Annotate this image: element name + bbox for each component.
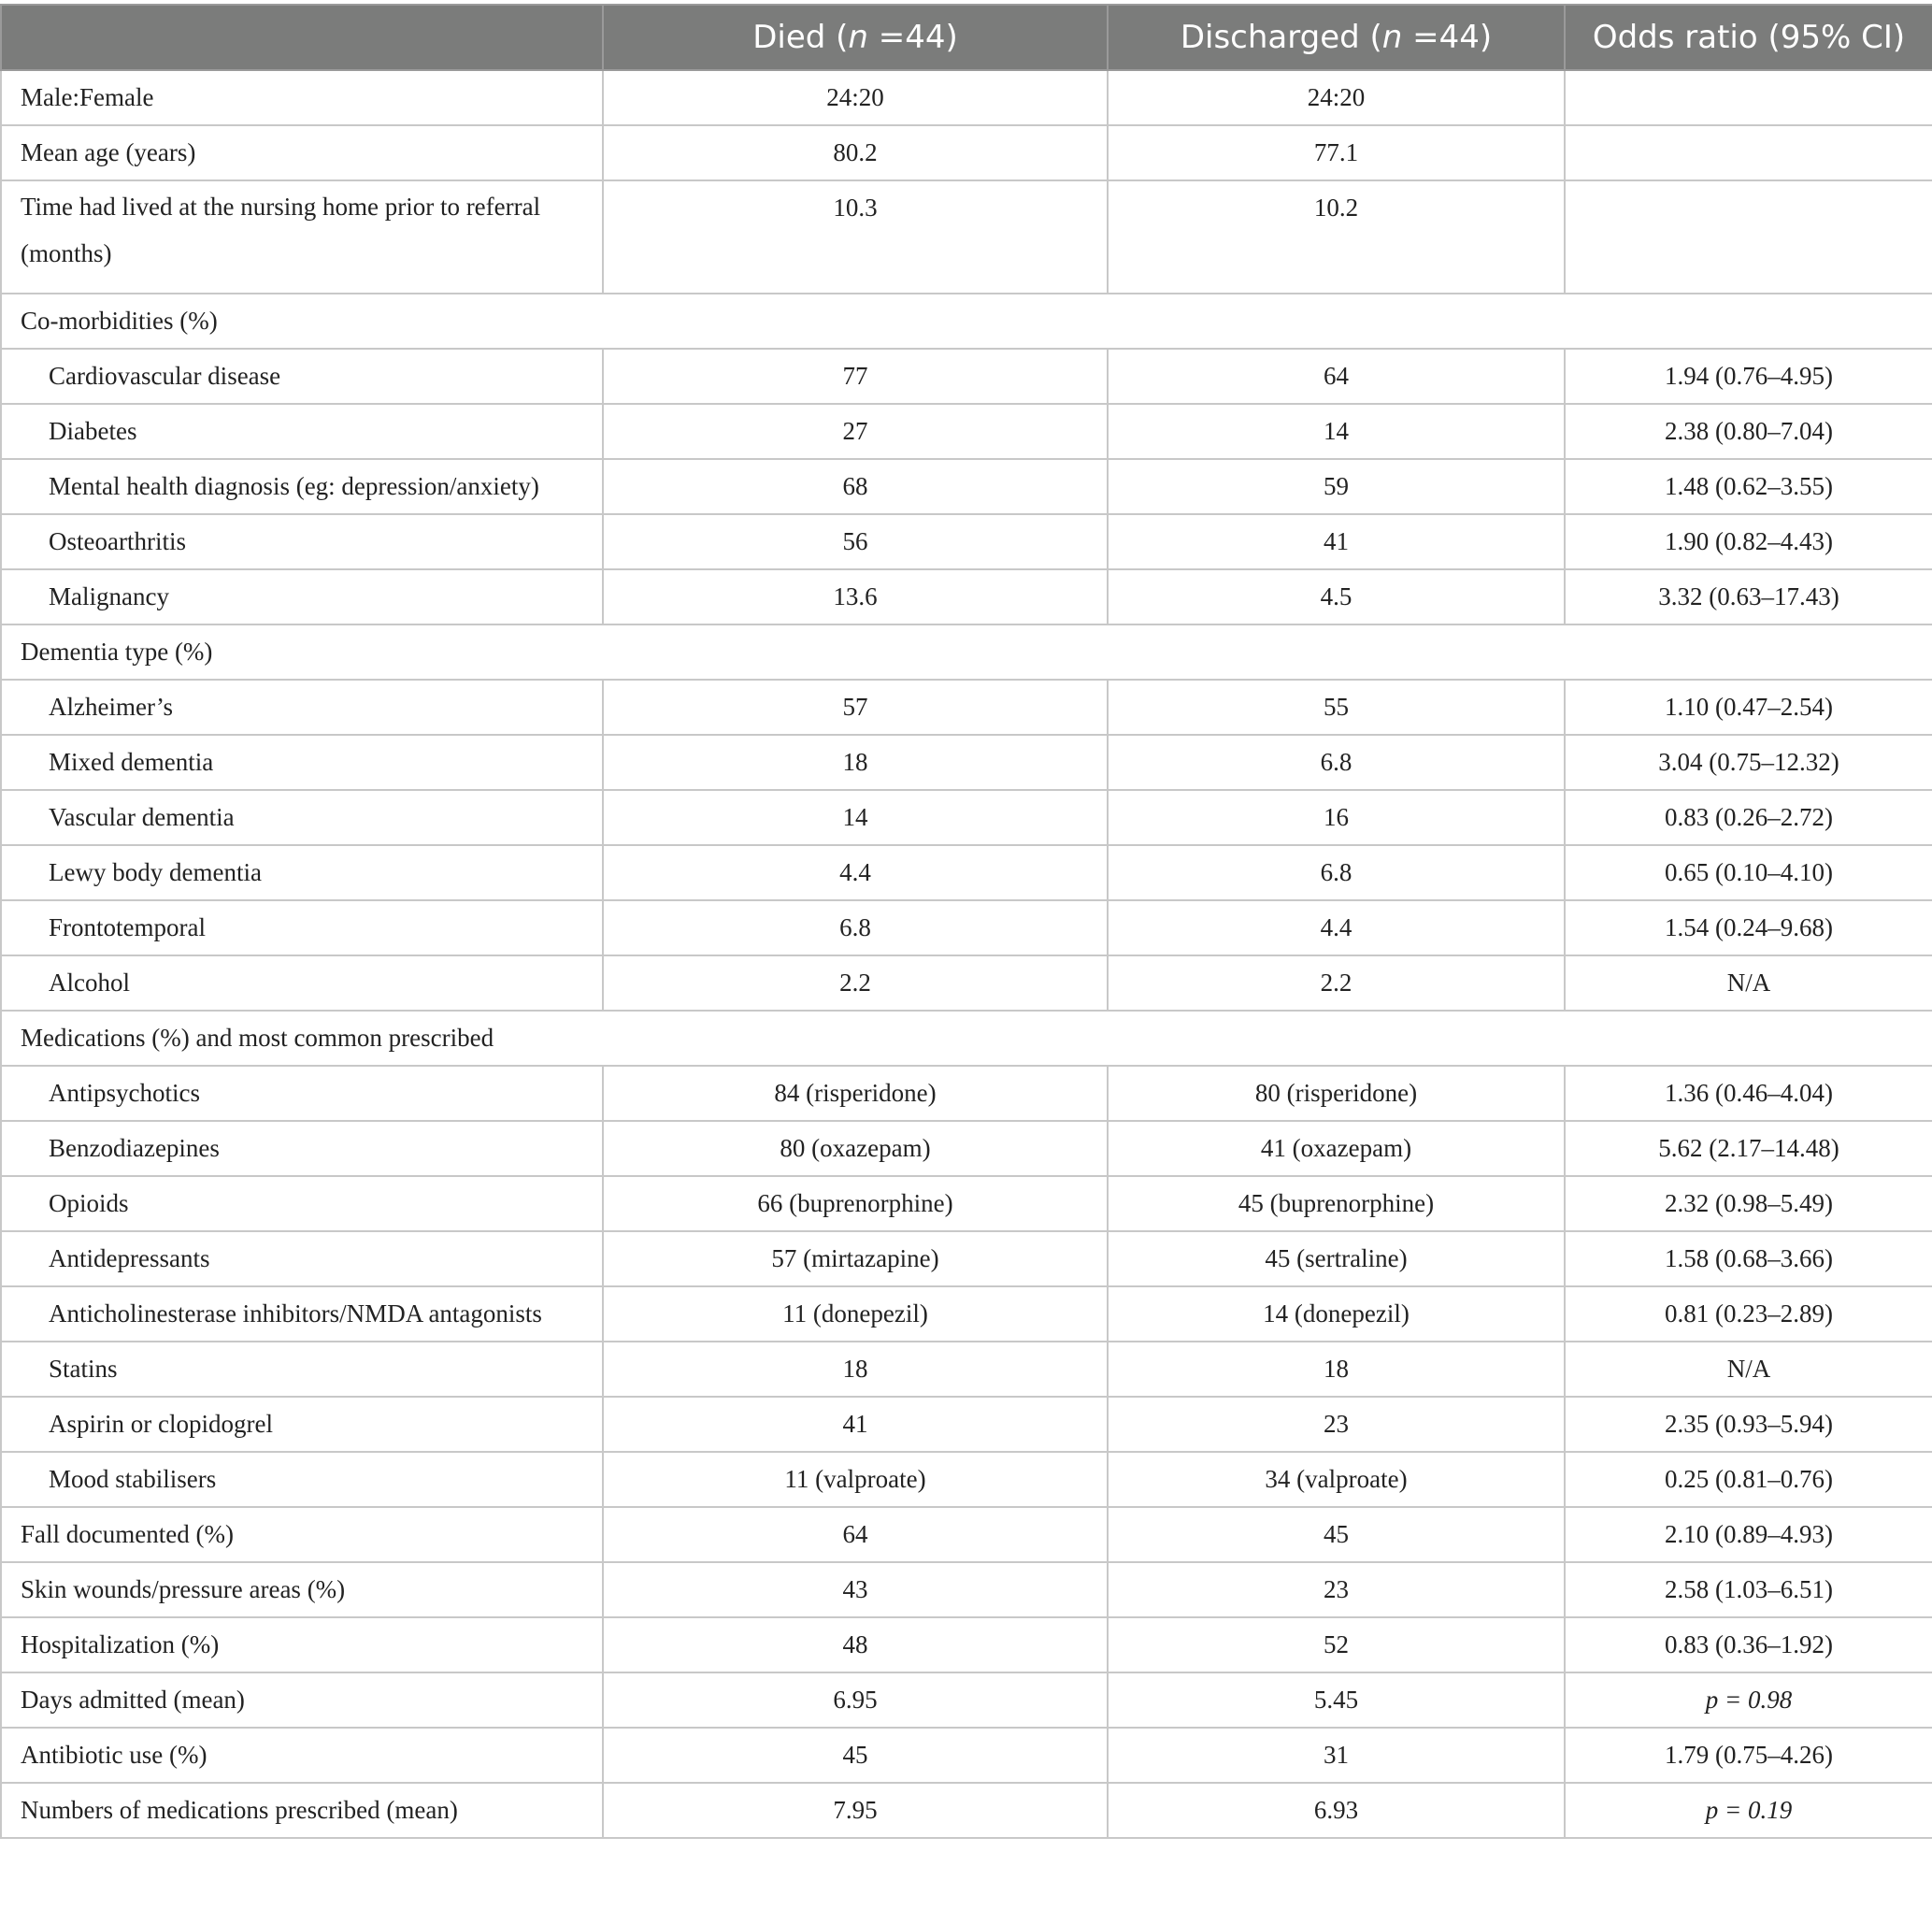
header-discharged-suffix: =44) xyxy=(1402,19,1493,56)
row-label: Antipsychotics xyxy=(1,1066,603,1121)
table-row xyxy=(1,1507,1932,1562)
died-value: 84 (risperidone) xyxy=(603,1066,1108,1121)
header-died-n: n xyxy=(848,19,868,56)
discharged-value: 14 xyxy=(1108,404,1565,459)
died-value: 10.3 xyxy=(603,180,1108,294)
table-row xyxy=(1,180,1932,294)
died-value: 68 xyxy=(603,459,1108,514)
discharged-value: 2.2 xyxy=(1108,955,1565,1011)
header-discharged-n: n xyxy=(1381,19,1403,56)
odds-ratio-value: 0.83 (0.26–2.72) xyxy=(1565,790,1932,845)
header-empty-cell xyxy=(1,5,603,70)
odds-ratio-value: 2.10 (0.89–4.93) xyxy=(1565,1507,1932,1562)
row-label: Time had lived at the nursing home prior to referral (months) xyxy=(1,180,603,294)
odds-ratio-value: 2.35 (0.93–5.94) xyxy=(1565,1397,1932,1452)
discharged-value: 77.1 xyxy=(1108,125,1565,180)
died-value: 66 (buprenorphine) xyxy=(603,1176,1108,1231)
table-row xyxy=(1,1342,1932,1397)
table-row xyxy=(1,1231,1932,1286)
row-label: Alcohol xyxy=(1,955,603,1011)
table-row xyxy=(1,1452,1932,1507)
table-header xyxy=(1,5,1932,70)
discharged-value: 14 (donepezil) xyxy=(1108,1286,1565,1342)
discharged-value: 64 xyxy=(1108,349,1565,404)
table-row xyxy=(1,70,1932,125)
section-label: Dementia type (%) xyxy=(1,624,1932,680)
odds-ratio-value: 1.36 (0.46–4.04) xyxy=(1565,1066,1932,1121)
discharged-value: 59 xyxy=(1108,459,1565,514)
table-row xyxy=(1,459,1932,514)
section-label: Medications (%) and most common prescribed xyxy=(1,1011,1932,1066)
discharged-value: 6.93 xyxy=(1108,1783,1565,1838)
discharged-value: 31 xyxy=(1108,1728,1565,1783)
table-row xyxy=(1,1176,1932,1231)
died-value: 48 xyxy=(603,1617,1108,1672)
odds-ratio-value: 0.83 (0.36–1.92) xyxy=(1565,1617,1932,1672)
died-value: 77 xyxy=(603,349,1108,404)
table-row xyxy=(1,845,1932,900)
table-row xyxy=(1,955,1932,1011)
table-row xyxy=(1,404,1932,459)
table-row xyxy=(1,790,1932,845)
section-label: Co-morbidities (%) xyxy=(1,294,1932,349)
discharged-value: 41 xyxy=(1108,514,1565,569)
died-value: 2.2 xyxy=(603,955,1108,1011)
header-odds-ratio: Odds ratio (95% CI) xyxy=(1565,5,1932,70)
row-label: Skin wounds/pressure areas (%) xyxy=(1,1562,603,1617)
discharged-value: 6.8 xyxy=(1108,845,1565,900)
table-row xyxy=(1,735,1932,790)
discharged-value: 4.4 xyxy=(1108,900,1565,955)
table-row xyxy=(1,1121,1932,1176)
row-label: Vascular dementia xyxy=(1,790,603,845)
row-label: Opioids xyxy=(1,1176,603,1231)
discharged-value: 23 xyxy=(1108,1562,1565,1617)
odds-ratio-value: 0.65 (0.10–4.10) xyxy=(1565,845,1932,900)
odds-ratio-value: 5.62 (2.17–14.48) xyxy=(1565,1121,1932,1176)
table-row xyxy=(1,680,1932,735)
table-row xyxy=(1,1562,1932,1617)
died-value: 7.95 xyxy=(603,1783,1108,1838)
died-value: 43 xyxy=(603,1562,1108,1617)
died-value: 18 xyxy=(603,735,1108,790)
header-discharged-prefix: Discharged ( xyxy=(1180,19,1382,56)
odds-ratio-value xyxy=(1565,125,1932,180)
discharged-value: 16 xyxy=(1108,790,1565,845)
died-value: 57 (mirtazapine) xyxy=(603,1231,1108,1286)
odds-ratio-value: 1.90 (0.82–4.43) xyxy=(1565,514,1932,569)
row-label: Mental health diagnosis (eg: depression/anxiety) xyxy=(1,459,603,514)
row-label: Cardiovascular disease xyxy=(1,349,603,404)
odds-ratio-value: 1.54 (0.24–9.68) xyxy=(1565,900,1932,955)
row-label: Antibiotic use (%) xyxy=(1,1728,603,1783)
table-row xyxy=(1,900,1932,955)
row-label: Antidepressants xyxy=(1,1231,603,1286)
discharged-value: 45 xyxy=(1108,1507,1565,1562)
table-row xyxy=(1,1066,1932,1121)
table-row xyxy=(1,1617,1932,1672)
odds-ratio-value: 3.04 (0.75–12.32) xyxy=(1565,735,1932,790)
table-row xyxy=(1,514,1932,569)
odds-ratio-value: 1.94 (0.76–4.95) xyxy=(1565,349,1932,404)
died-value: 6.8 xyxy=(603,900,1108,955)
row-label: Aspirin or clopidogrel xyxy=(1,1397,603,1452)
table-row xyxy=(1,125,1932,180)
row-label: Statins xyxy=(1,1342,603,1397)
discharged-value: 45 (buprenorphine) xyxy=(1108,1176,1565,1231)
table-row xyxy=(1,569,1932,624)
discharged-value: 18 xyxy=(1108,1342,1565,1397)
odds-ratio-value xyxy=(1565,180,1932,294)
row-label: Numbers of medications prescribed (mean) xyxy=(1,1783,603,1838)
discharged-value: 4.5 xyxy=(1108,569,1565,624)
died-value: 45 xyxy=(603,1728,1108,1783)
died-value: 18 xyxy=(603,1342,1108,1397)
row-label: Malignancy xyxy=(1,569,603,624)
header-discharged xyxy=(1108,5,1565,70)
discharged-value: 55 xyxy=(1108,680,1565,735)
odds-ratio-value: 0.25 (0.81–0.76) xyxy=(1565,1452,1932,1507)
died-value: 57 xyxy=(603,680,1108,735)
header-died-suffix: =44) xyxy=(867,19,958,56)
discharged-value: 10.2 xyxy=(1108,180,1565,294)
discharged-value: 24:20 xyxy=(1108,70,1565,125)
odds-ratio-value xyxy=(1565,70,1932,125)
row-label: Diabetes xyxy=(1,404,603,459)
discharged-value: 45 (sertraline) xyxy=(1108,1231,1565,1286)
died-value: 4.4 xyxy=(603,845,1108,900)
row-label: Mood stabilisers xyxy=(1,1452,603,1507)
discharged-value: 41 (oxazepam) xyxy=(1108,1121,1565,1176)
odds-ratio-value: 2.38 (0.80–7.04) xyxy=(1565,404,1932,459)
header-died xyxy=(603,5,1108,70)
odds-ratio-value: 2.32 (0.98–5.49) xyxy=(1565,1176,1932,1231)
died-value: 6.95 xyxy=(603,1672,1108,1728)
table-row xyxy=(1,1672,1932,1728)
discharged-value: 34 (valproate) xyxy=(1108,1452,1565,1507)
odds-ratio-value: 1.58 (0.68–3.66) xyxy=(1565,1231,1932,1286)
died-value: 11 (donepezil) xyxy=(603,1286,1108,1342)
row-label: Benzodiazepines xyxy=(1,1121,603,1176)
discharged-value: 52 xyxy=(1108,1617,1565,1672)
row-label: Male:Female xyxy=(1,70,603,125)
row-label: Anticholinesterase inhibitors/NMDA antagonists xyxy=(1,1286,603,1342)
header-died-prefix: Died ( xyxy=(752,19,849,56)
died-value: 41 xyxy=(603,1397,1108,1452)
discharged-value: 80 (risperidone) xyxy=(1108,1066,1565,1121)
odds-ratio-value: 2.58 (1.03–6.51) xyxy=(1565,1562,1932,1617)
table-row xyxy=(1,1397,1932,1452)
row-label: Lewy body dementia xyxy=(1,845,603,900)
discharged-value: 5.45 xyxy=(1108,1672,1565,1728)
table-row xyxy=(1,349,1932,404)
odds-ratio-value: N/A xyxy=(1565,955,1932,1011)
odds-ratio-value: 3.32 (0.63–17.43) xyxy=(1565,569,1932,624)
section-row xyxy=(1,294,1932,349)
row-label: Mixed dementia xyxy=(1,735,603,790)
died-value: 80.2 xyxy=(603,125,1108,180)
row-label: Mean age (years) xyxy=(1,125,603,180)
header-row xyxy=(1,5,1932,70)
odds-ratio-value: 1.10 (0.47–2.54) xyxy=(1565,680,1932,735)
row-label: Hospitalization (%) xyxy=(1,1617,603,1672)
discharged-value: 6.8 xyxy=(1108,735,1565,790)
died-value: 14 xyxy=(603,790,1108,845)
died-value: 11 (valproate) xyxy=(603,1452,1108,1507)
odds-ratio-value: p = 0.98 xyxy=(1565,1672,1932,1728)
discharged-value: 23 xyxy=(1108,1397,1565,1452)
died-value: 24:20 xyxy=(603,70,1108,125)
died-value: 13.6 xyxy=(603,569,1108,624)
table-body xyxy=(1,70,1932,1838)
row-label: Days admitted (mean) xyxy=(1,1672,603,1728)
row-label: Alzheimer’s xyxy=(1,680,603,735)
table-row xyxy=(1,1728,1932,1783)
odds-ratio-value: 1.79 (0.75–4.26) xyxy=(1565,1728,1932,1783)
odds-ratio-value: 1.48 (0.62–3.55) xyxy=(1565,459,1932,514)
table-row xyxy=(1,1286,1932,1342)
row-label: Frontotemporal xyxy=(1,900,603,955)
data-table xyxy=(0,4,1932,1839)
died-value: 27 xyxy=(603,404,1108,459)
row-label: Osteoarthritis xyxy=(1,514,603,569)
died-value: 80 (oxazepam) xyxy=(603,1121,1108,1176)
died-value: 56 xyxy=(603,514,1108,569)
odds-ratio-value: p = 0.19 xyxy=(1565,1783,1932,1838)
section-row xyxy=(1,1011,1932,1066)
odds-ratio-value: 0.81 (0.23–2.89) xyxy=(1565,1286,1932,1342)
section-row xyxy=(1,624,1932,680)
odds-ratio-value: N/A xyxy=(1565,1342,1932,1397)
table-row xyxy=(1,1783,1932,1838)
row-label: Fall documented (%) xyxy=(1,1507,603,1562)
died-value: 64 xyxy=(603,1507,1108,1562)
